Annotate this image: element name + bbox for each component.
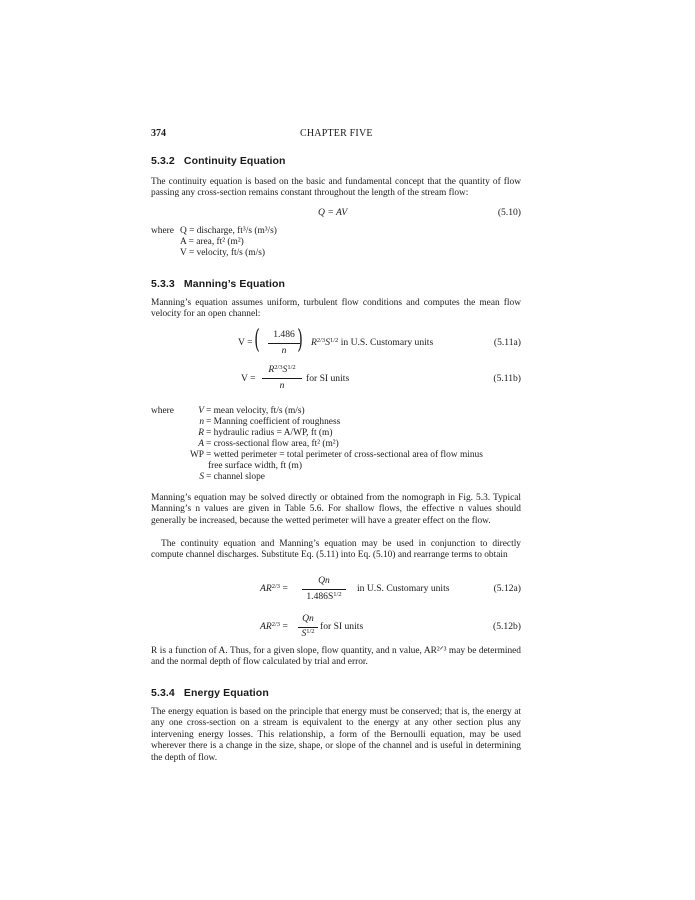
eq-numerator [262, 364, 302, 375]
def-symbol [180, 406, 204, 417]
eq-lhs: V = [241, 373, 256, 384]
def-symbol [180, 472, 204, 483]
eq-numerator: 1.486 [273, 329, 295, 340]
eq-tail: in U.S. Customary units [357, 583, 450, 594]
den: S [301, 628, 307, 639]
paragraph-continuity: The continuity equation is based on the basic and fundamental concept that the quantity of flow passing any cross-section remains constant throughout the length of the stream flow: [151, 177, 521, 199]
where-label: where [151, 226, 174, 236]
eq-lhs [260, 583, 288, 594]
definition-v: V = velocity, ft/s (m/s) [180, 248, 265, 258]
paragraph-energy: The energy equation is based on the principle that energy must be conserved; that is, the energy at any one cross-section on a stream is equivalent to the energy at any other section plus any intervening energy losses. This relationship, a form of the Bernoulli equation, may be used wherever there is a change in the size, shape, or slope of the channel and is useful in determining the depth of flow. [151, 707, 521, 763]
sym: V [198, 406, 204, 416]
section-heading-energy: 5.3.4 Energy Equation [151, 687, 269, 699]
ar-exp: 2/3 [271, 621, 281, 628]
equation-number-5-10: (5.10) [497, 207, 521, 218]
den: 1.486S [306, 591, 334, 602]
eq-lhs [260, 621, 288, 632]
sym: n [199, 417, 204, 427]
s-exp: 1/2 [329, 337, 339, 344]
left-paren: ( [254, 325, 260, 355]
def-symbol: WP [189, 450, 204, 460]
s-symbol: S [282, 364, 288, 375]
def-text: free surface width, ft (m) [208, 461, 302, 471]
eq-rhs [311, 337, 433, 348]
fraction-bar [268, 343, 300, 344]
equation-number-5-11a: (5.11a) [493, 337, 521, 348]
r-exp: 2/3 [316, 337, 326, 344]
paragraph-combine: The continuity equation and Manning’s equation may be used in conjunction to directly compute channel discharges. Substitute Eq. (5.11) into Eq. (5.10) and rearrange terms to obtain [151, 539, 521, 561]
eq-tail: for SI units [306, 373, 350, 384]
fraction-bar [262, 378, 302, 379]
def-text: = wetted perimeter = total perimeter of cross-sectional area of flow minus [206, 450, 483, 460]
fraction-bar [302, 589, 346, 590]
def-text: = hydraulic radius = A/WP, ft (m) [206, 428, 333, 438]
eq-numerator [298, 613, 318, 624]
page-number: 374 [151, 128, 166, 139]
qn: Qn [318, 575, 330, 586]
section-heading-manning: 5.3.3 Manning’s Equation [151, 278, 286, 290]
sym: A [198, 439, 204, 449]
running-header: CHAPTER FIVE [300, 128, 373, 139]
equation-text: Q = AV [318, 207, 348, 218]
qn: Qn [302, 613, 314, 624]
definition-q: Q = discharge, ft³/s (m³/s) [180, 226, 277, 236]
def-text: = mean velocity, ft/s (m/s) [206, 406, 305, 416]
r-symbol: R [311, 337, 317, 348]
s-exp: 1/2 [287, 364, 296, 371]
eq-denominator [298, 628, 318, 639]
where-label: where [151, 406, 174, 416]
eq-denominator [268, 345, 300, 356]
den-exp: 1/2 [333, 591, 342, 598]
paragraph-manning-usage: Manning’s equation may be solved directly or obtained from the nomograph in Fig. 5.3. Typical Manning’s n values are given in Table 5.6. For shallow flows, the effective n values should generally be increased, because the wetted perimeter will have a greater effect on the flow. [151, 493, 521, 526]
paragraph-manning-intro: Manning’s equation assumes uniform, turbulent flow conditions and computes the mean flow velocity for an open channel: [151, 298, 521, 320]
sym: S [199, 472, 204, 482]
definition-a: A = area, ft² (m²) [180, 237, 244, 247]
den-symbol: n [281, 345, 287, 356]
eq-denominator [262, 380, 302, 391]
def-symbol [180, 417, 204, 428]
sym: R [198, 428, 204, 438]
equation-number-5-12a: (5.12a) [493, 583, 521, 594]
r-symbol: R [268, 364, 275, 375]
r-exp: 2/3 [274, 364, 283, 371]
unit-note: in U.S. Customary units [340, 337, 434, 348]
def-text: = cross-sectional flow area, ft² (m²) [206, 439, 339, 449]
equation-5-10 [318, 207, 347, 218]
section-heading-continuity: 5.3.2 Continuity Equation [151, 155, 286, 167]
equals: = [282, 583, 288, 594]
eq-denominator [302, 591, 346, 602]
eq-tail: for SI units [320, 621, 364, 632]
ar-symbol: AR [260, 583, 272, 594]
den-symbol: n [279, 380, 285, 391]
equation-number-5-11b: (5.11b) [493, 373, 521, 384]
eq-lhs: V = [238, 337, 253, 348]
def-symbol [180, 439, 204, 450]
s-symbol: S [325, 337, 330, 348]
def-text: = Manning coefficient of roughness [206, 417, 341, 427]
den-exp: 1/2 [306, 628, 315, 635]
ar-symbol: AR [260, 621, 272, 632]
equation-number-5-12b: (5.12b) [493, 621, 521, 632]
eq-numerator [302, 575, 346, 586]
ar-exp: 2/3 [271, 583, 281, 590]
equals: = [282, 621, 288, 632]
paragraph-trial-error: R is a function of A. Thus, for a given slope, flow quantity, and n value, AR²ᐟ³ may be determined and the normal depth of flow calculated by trial and error. [151, 646, 521, 668]
right-paren: ) [297, 325, 303, 355]
def-text: = channel slope [206, 472, 265, 482]
def-symbol [180, 428, 204, 439]
